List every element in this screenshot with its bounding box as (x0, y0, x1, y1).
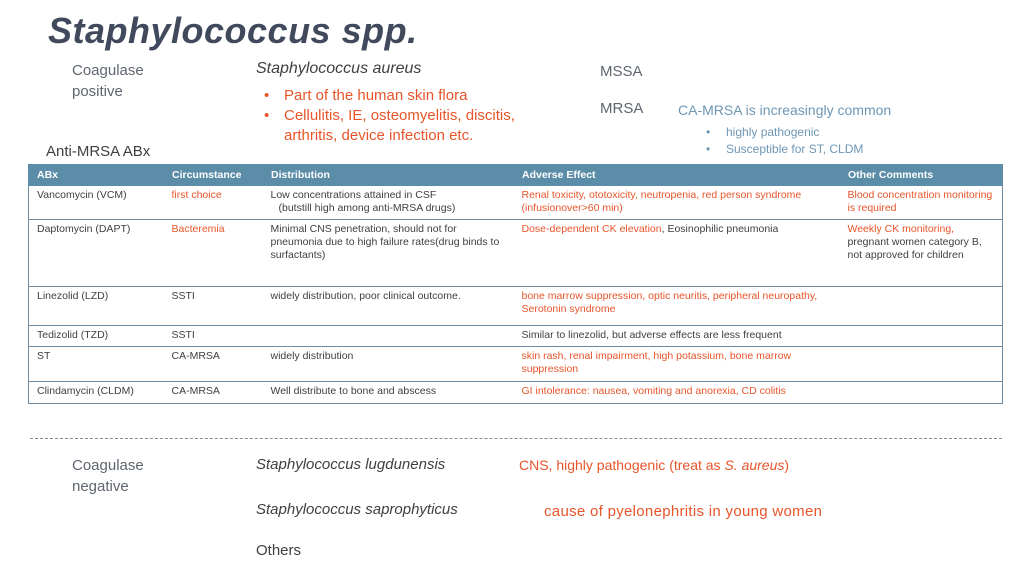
cell-adverse-effect: GI intolerance: nausea, vomiting and anorexia, CD colitis (514, 382, 840, 404)
others-label: Others (256, 542, 302, 559)
cell-abx: ST (29, 347, 164, 382)
cell-distribution: Minimal CNS penetration, should not for pneumonia due to high failure rates(drug binds to surfactants) (263, 220, 514, 287)
other-comments-text: pregnant women category B, not approved for children (847, 236, 982, 261)
s-saprophyticus-heading: Staphylococcus saprophyticus (256, 501, 458, 518)
ca-mrsa-text: CA-MRSA is increasingly common (678, 102, 892, 118)
header-abx: ABx (29, 165, 164, 186)
s-aureus-bullet-2: • Cellulitis, IE, osteomyelitis, discitis, arthritis, device infection etc. (262, 106, 552, 146)
cell-other-comments: Blood concentration monitoring is required (840, 186, 1003, 220)
s-saprophyticus-note: cause of pyelonephritis in young women (544, 503, 823, 520)
s-lugdunensis-note-post: ) (784, 457, 790, 473)
cell-other-comments (840, 347, 1003, 382)
anti-mrsa-label: Anti-MRSA ABx (46, 143, 151, 160)
cell-other-comments (840, 220, 1003, 287)
cell-distribution: widely distribution (263, 347, 514, 382)
cell-distribution (263, 326, 514, 347)
table-row (29, 382, 1003, 404)
cell-circumstance: first choice (164, 186, 263, 220)
cell-abx: Clindamycin (CLDM) (29, 382, 164, 404)
coagulase-negative-label: Coagulase negative (72, 457, 144, 495)
cell-abx: Linezolid (LZD) (29, 287, 164, 326)
cell-circumstance: CA-MRSA (164, 382, 263, 404)
ca-mrsa-bullet-2: • Susceptible for ST, CLDM (704, 141, 863, 158)
cell-abx: Tedizolid (TZD) (29, 326, 164, 347)
header-circumstance: Circumstance (164, 165, 263, 186)
s-lugdunensis-note (519, 457, 789, 473)
cell-adverse-effect: Renal toxicity, ototoxicity, neutropenia, red person syndrome (infusionover>60 min) (514, 186, 840, 220)
coagulase-positive-label: Coagulase positive (72, 62, 144, 100)
table-row (29, 220, 1003, 287)
header-distribution: Distribution (263, 165, 514, 186)
adverse-effect-red: Dose-dependent CK elevation (521, 223, 662, 235)
s-aureus-bullet-1: • Part of the human skin flora (262, 86, 552, 106)
distribution-line-1: Low concentrations attained in CSF (270, 189, 437, 201)
distribution-line-2: (butstill high among anti-MRSA drugs) (278, 202, 456, 214)
table-header-row (29, 165, 1003, 186)
header-other-comments: Other Comments (840, 165, 1003, 186)
mssa-label: MSSA (600, 63, 643, 80)
ca-mrsa-bullet-1: • highly pathogenic (704, 124, 863, 141)
antibiotic-table (28, 164, 1003, 404)
page-title: Staphylococcus spp. (48, 10, 418, 51)
table-row (29, 347, 1003, 382)
table-row (29, 186, 1003, 220)
s-lugdunensis-note-ital: S. aureus (724, 457, 785, 473)
mrsa-label: MRSA (600, 100, 644, 117)
section-divider (30, 438, 1002, 439)
cell-adverse-effect: bone marrow suppression, optic neuritis, peripheral neuropathy, Serotonin syndrome (514, 287, 840, 326)
cell-distribution: Well distribute to bone and abscess (263, 382, 514, 404)
cell-circumstance: SSTI (164, 326, 263, 347)
other-comments-red: Weekly CK monitoring, (847, 223, 955, 235)
cell-abx: Daptomycin (DAPT) (29, 220, 164, 287)
cell-abx: Vancomycin (VCM) (29, 186, 164, 220)
cell-other-comments (840, 287, 1003, 326)
table-row (29, 287, 1003, 326)
s-lugdunensis-note-pre: CNS, highly pathogenic (treat as (519, 457, 725, 473)
adverse-effect-extra: , Eosinophilic pneumonia (661, 223, 779, 235)
s-aureus-bullets (262, 86, 552, 146)
table-row (29, 326, 1003, 347)
s-lugdunensis-heading: Staphylococcus lugdunensis (256, 456, 446, 473)
cell-other-comments (840, 382, 1003, 404)
header-adverse-effect: Adverse Effect (514, 165, 840, 186)
cell-distribution: widely distribution, poor clinical outcome. (263, 287, 514, 326)
cell-adverse-effect: Similar to linezolid, but adverse effects are less frequent (514, 326, 1003, 347)
cell-circumstance: Bacteremia (164, 220, 263, 287)
cell-circumstance: CA-MRSA (164, 347, 263, 382)
cell-circumstance: SSTI (164, 287, 263, 326)
cell-adverse-effect: skin rash, renal impairment, high potassium, bone marrow suppression (514, 347, 840, 382)
ca-mrsa-bullets (704, 124, 863, 158)
cell-distribution (263, 186, 514, 220)
s-aureus-heading: Staphylococcus aureus (256, 60, 422, 77)
cell-adverse-effect (514, 220, 840, 287)
